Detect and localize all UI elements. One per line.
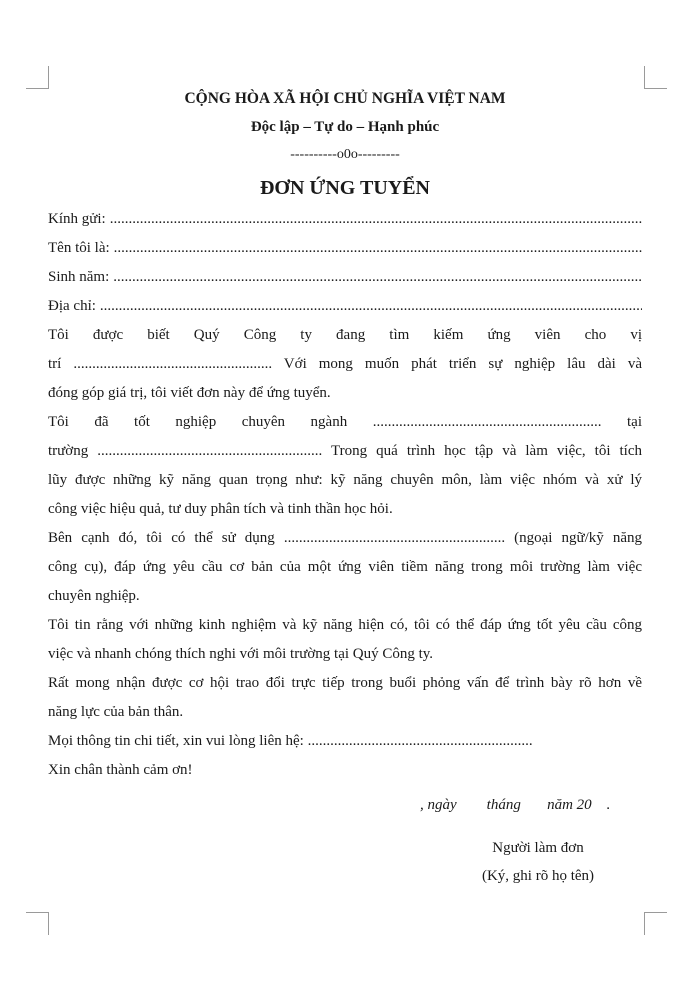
recipient-blank[interactable] [110, 205, 642, 234]
recipient-field[interactable] [48, 205, 642, 234]
page-corner-mark [26, 912, 49, 935]
paragraph-line: Tôi tin rằng với những kinh nghiệm và kỹ năng hiện có, tôi có thể đáp ứng tốt yêu cầu công [48, 617, 642, 633]
paragraph-line: năng lực của bản thân. [48, 704, 184, 720]
signature-label: Người làm đơn [492, 840, 584, 856]
paragraph-line: Bên cạnh đó, tôi có thể sử dụng ........................................................... (ngoại ngữ/kỹ năng [48, 530, 642, 546]
address-blank[interactable] [100, 292, 642, 321]
birth-year-blank[interactable] [113, 263, 642, 292]
paragraph-line: đóng góp giá trị, tôi viết đơn này để ứng tuyển. [48, 385, 331, 401]
page-corner-mark [644, 912, 667, 935]
heading-separator: ----------o0o--------- [290, 147, 400, 162]
contact-line: Mọi thông tin chi tiết, xin vui lòng liên hệ: ............................................................ [48, 733, 533, 749]
document-title: ĐƠN ỨNG TUYỂN [259, 177, 430, 199]
paragraph-line: việc và nhanh chóng thích nghi với môi trường tại Quý Công ty. [48, 646, 434, 662]
motto-heading: Độc lập – Tự do – Hạnh phúc [250, 119, 440, 135]
paragraph-line: công việc hiệu quả, tư duy phân tích và tinh thần học hỏi. [48, 501, 393, 517]
paragraph-line: lũy được những kỹ năng quan trọng như: kỹ năng chuyên môn, làm việc nhóm và xử lý [48, 472, 642, 488]
paragraph-line: chuyên nghiệp. [48, 588, 140, 604]
paragraph-line: trí ..................................................... Với mong muốn phát triển sự nghiệp lâu dài và [48, 356, 642, 372]
paragraph-line: công cụ), đáp ứng yêu cầu cơ bản của một ứng viên tiềm năng trong môi trường làm việc [48, 559, 642, 575]
signature-note: (Ký, ghi rõ họ tên) [481, 868, 595, 884]
paragraph-line: Tôi đã tốt nghiệp chuyên ngành ............................................................. tại [48, 414, 642, 430]
recipient-label: Kính gửi: [48, 211, 106, 227]
name-blank[interactable] [114, 234, 642, 263]
address-label: Địa chỉ: [48, 298, 96, 314]
paragraph-line: Tôi được biết Quý Công ty đang tìm kiếm ứng viên cho vị [48, 327, 642, 343]
paragraph-line: Rất mong nhận được cơ hội trao đổi trực tiếp trong buổi phỏng vấn để trình bày rõ hơn về [48, 675, 642, 691]
country-heading: CỘNG HÒA XÃ HỘI CHỦ NGHĨA VIỆT NAM [184, 90, 506, 107]
page-corner-mark [644, 66, 667, 89]
page-corner-mark [26, 66, 49, 89]
birth-year-label: Sinh năm: [48, 269, 110, 285]
date-line: , ngày tháng năm 20 . [420, 797, 611, 813]
paragraph-line: trường ............................................................ Trong quá trình học tập và làm việc, tôi tích [48, 443, 642, 459]
document-page [48, 86, 642, 884]
birth-year-field[interactable] [48, 263, 642, 292]
name-field[interactable] [48, 234, 642, 263]
closing-line: Xin chân thành cảm ơn! [48, 762, 193, 778]
address-field[interactable] [48, 292, 642, 321]
name-label: Tên tôi là: [48, 240, 110, 256]
